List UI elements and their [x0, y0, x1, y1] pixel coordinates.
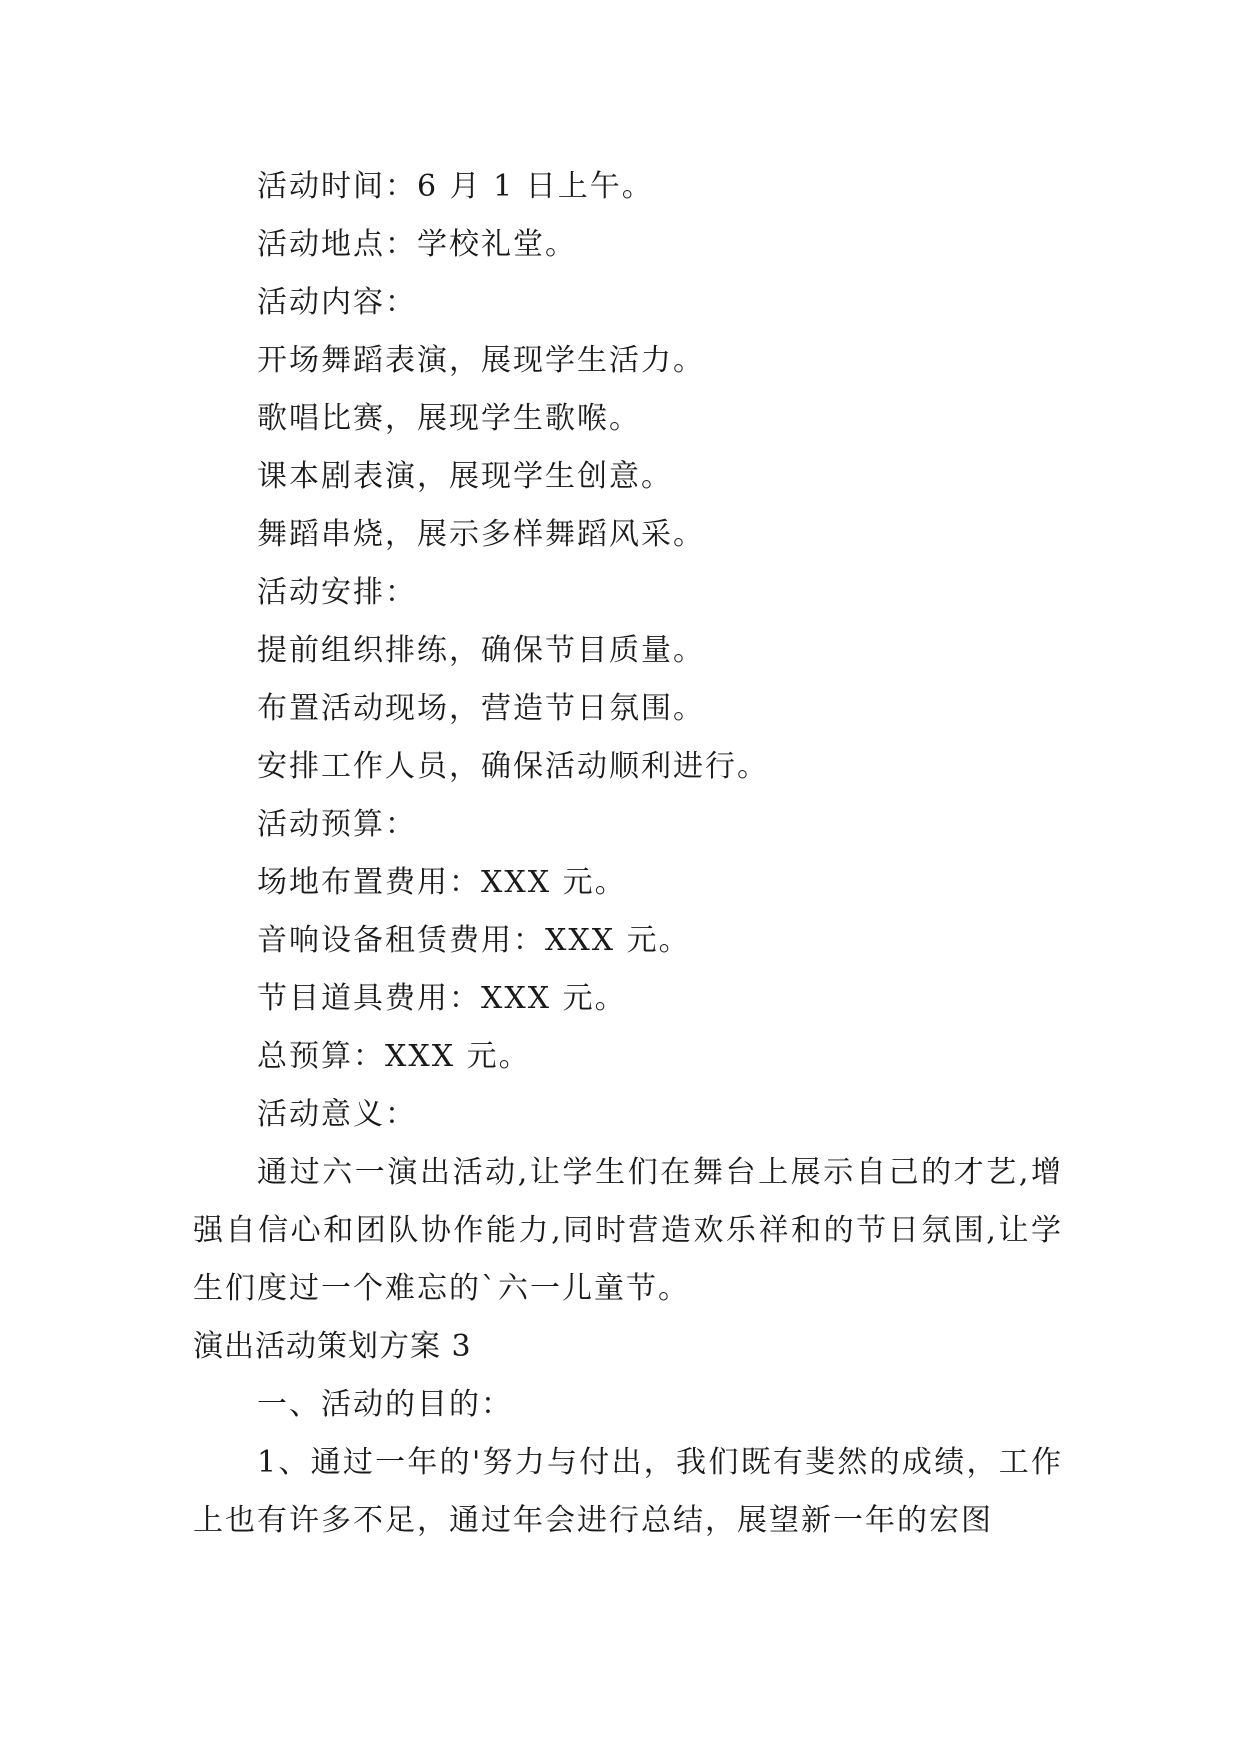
activity-time: 活动时间：6 月 1 日上午。	[257, 169, 654, 204]
activity-content-label: 活动内容：	[257, 285, 417, 320]
activity-arrangement-label: 活动安排：	[257, 575, 417, 610]
arrangement-item-rehearsal: 提前组织排练，确保节目质量。	[257, 633, 705, 668]
budget-item-venue: 场地布置费用：XXX 元。	[257, 865, 627, 900]
budget-item-audio: 音响设备租赁费用：XXX 元。	[257, 923, 691, 958]
activity-location: 活动地点：学校礼堂。	[257, 227, 577, 262]
content-item-drama: 课本剧表演，展现学生创意。	[257, 459, 673, 494]
activity-significance-label: 活动意义：	[257, 1097, 417, 1132]
document-body	[193, 158, 1063, 1550]
content-item-dance: 开场舞蹈表演，展现学生活力。	[257, 343, 705, 378]
significance-paragraph: 通过六一演出活动,让学生们在舞台上展示自己的才艺,增强自信心和团队协作能力,同时营造欢乐祥和的节日氛围,让学生们度过一个难忘的`六一儿童节。	[193, 1155, 1063, 1306]
budget-total: 总预算：XXX 元。	[257, 1039, 531, 1074]
purpose-paragraph: 1、通过一年的'努力与付出，我们既有斐然的成绩，工作上也有许多不足，通过年会进行总结，展望新一年的宏图	[193, 1445, 1063, 1538]
budget-item-props: 节目道具费用：XXX 元。	[257, 981, 627, 1016]
content-item-singing: 歌唱比赛，展现学生歌喉。	[257, 401, 641, 436]
arrangement-item-venue: 布置活动现场，营造节日氛围。	[257, 691, 705, 726]
arrangement-item-staff: 安排工作人员，确保活动顺利进行。	[257, 749, 769, 784]
activity-budget-label: 活动预算：	[257, 807, 417, 842]
content-item-medley: 舞蹈串烧，展示多样舞蹈风采。	[257, 517, 705, 552]
section-title: 演出活动策划方案 3	[193, 1329, 472, 1364]
purpose-heading: 一、活动的目的：	[257, 1387, 513, 1422]
